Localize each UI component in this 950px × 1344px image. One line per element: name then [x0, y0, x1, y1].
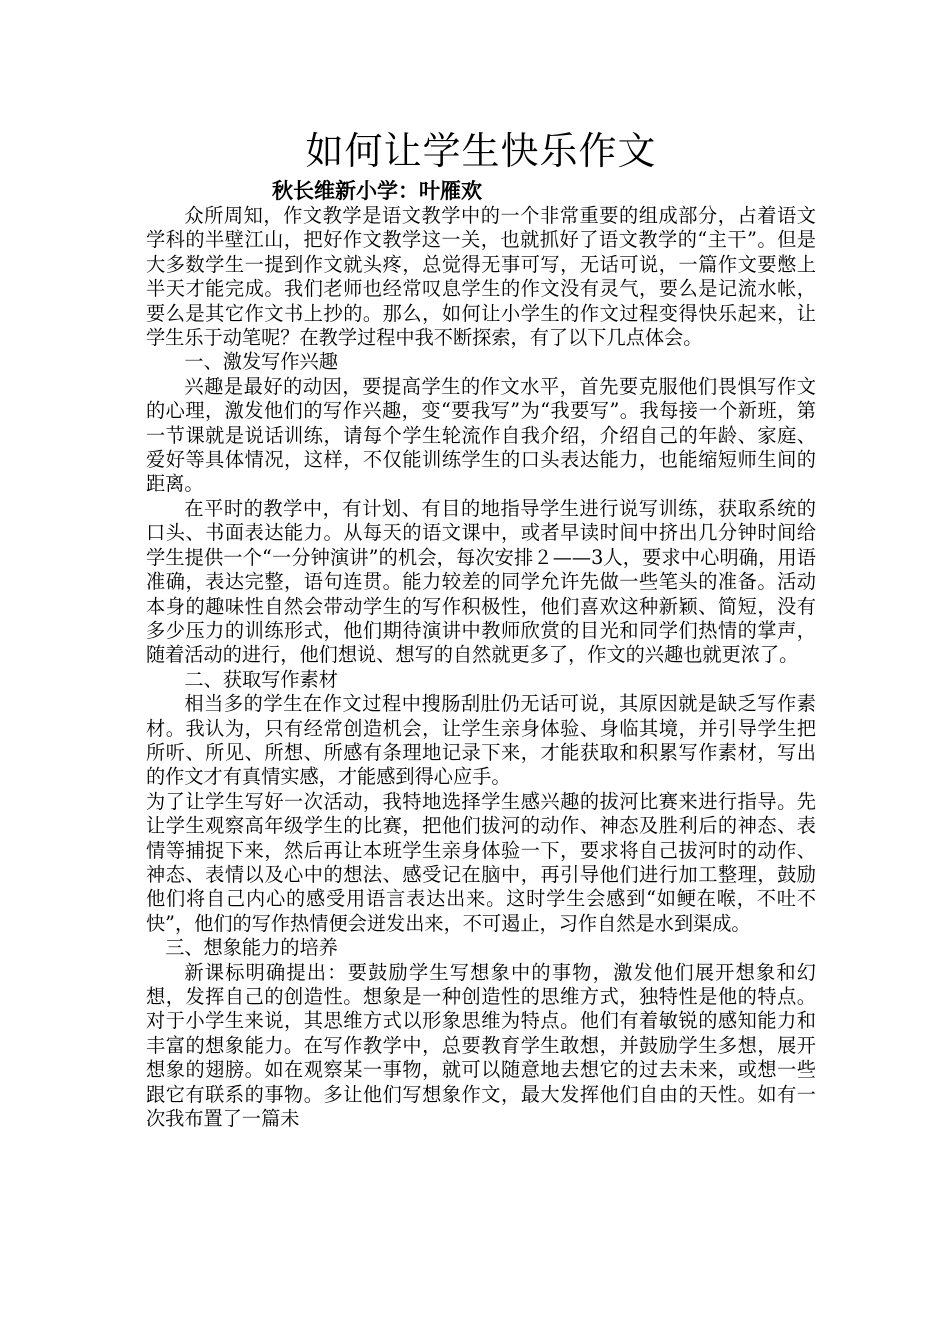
- document-body: [146, 204, 816, 1131]
- paragraph-interest-1: 兴趣是最好的动因，要提高学生的作文水平，首先要克服他们畏惧写作文的心理，激发他们的写作兴趣，变“要我写”为“我要写”。我每接一个新班，第一节课就是说话训练，请每个学生轮流作自我介绍，介绍自己的年龄、家庭、爱好等具体情况，这样，不仅能训练学生的口头表达能力，也能缩短师生间的距离。: [146, 374, 816, 496]
- paragraph-interest-2: 在平时的教学中，有计划、有目的地指导学生进行说写训练，获取系统的口头、书面表达能力。从每天的语文课中，或者早读时间中挤出几分钟时间给学生提供一个“一分钟演讲”的机会，每次安排２——3人，要求中心明确，用语准确，表达完整，语句连贯。能力较差的同学允许先做一些笔头的准备。活动本身的趣味性自然会带动学生的写作积极性，他们喜欢这种新颖、简短，没有多少压力的训练形式，他们期待演讲中教师欣赏的目光和同学们热情的掌声，随着活动的进行，他们想说、想写的自然就更多了，作文的兴趣也就更浓了。: [146, 496, 816, 667]
- document-title: 如何让学生快乐作文: [305, 129, 657, 173]
- document-page: [146, 124, 816, 1131]
- section-heading-3: 三、想象能力的培养: [165, 936, 338, 960]
- paragraph-material-1: 相当多的学生在作文过程中搜肠刮肚仍无话可说，其原因就是缺乏写作素材。我认为，只有经常创造机会，让学生亲身体验、身临其境，并引导学生把所听、所见、所想、所感有条理地记录下来，才能获取和积累写作素材，写出的作文才有真情实感，才能感到得心应手。: [146, 692, 816, 789]
- paragraph-intro: 众所周知，作文教学是语文教学中的一个非常重要的组成部分，占着语文学科的半壁江山，把好作文教学这一关，也就抓好了语文教学的“主干”。但是大多数学生一提到作文就头疼，总觉得无事可写，无话可说，一篇作文要憋上半天才能完成。我们老师也经常叹息学生的作文没有灵气，要么是记流水帐，要么是其它作文书上抄的。那么，如何让小学生的作文过程变得快乐起来，让学生乐于动笔呢？在教学过程中我不断探索，有了以下几点体会。: [146, 204, 816, 350]
- paragraph-material-2: 为了让学生写好一次活动，我特地选择学生感兴趣的拔河比赛来进行指导。先让学生观察高年级学生的比赛，把他们拔河的动作、神态及胜利后的神态、表情等捕捉下来，然后再让本班学生亲身体验一下，要求将自己拔河时的动作、神态、表情以及心中的想法、感受记在脑中，再引导他们进行加工整理，鼓励他们将自己内心的感受用语言表达出来。这时学生会感到“如鲠在喉，不吐不快”，他们的写作热情便会迸发出来，不可遏止，习作自然是水到渠成。: [146, 789, 816, 935]
- section-heading-2: 二、获取写作素材: [184, 667, 338, 691]
- section-heading-1: 一、激发写作兴趣: [184, 350, 338, 374]
- paragraph-imagination: 新课标明确提出：要鼓励学生写想象中的事物，激发他们展开想象和幻想，发挥自己的创造性。想象是一种创造性的思维方式，独特性是他的特点。对于小学生来说，其思维方式以形象思维为特点。他们有着敏锐的感知能力和丰富的想象能力。在写作教学中，总要教育学生敢想，并鼓励学生多想，展开想象的翅膀。如在观察某一事物，就可以随意地去想它的过去未来，或想一些跟它有联系的事物。多让他们写想象作文，最大发挥他们自由的天性。如有一次我布置了一篇未: [146, 960, 816, 1131]
- document-author: 秋长维新小学：叶雁欢: [272, 179, 482, 203]
